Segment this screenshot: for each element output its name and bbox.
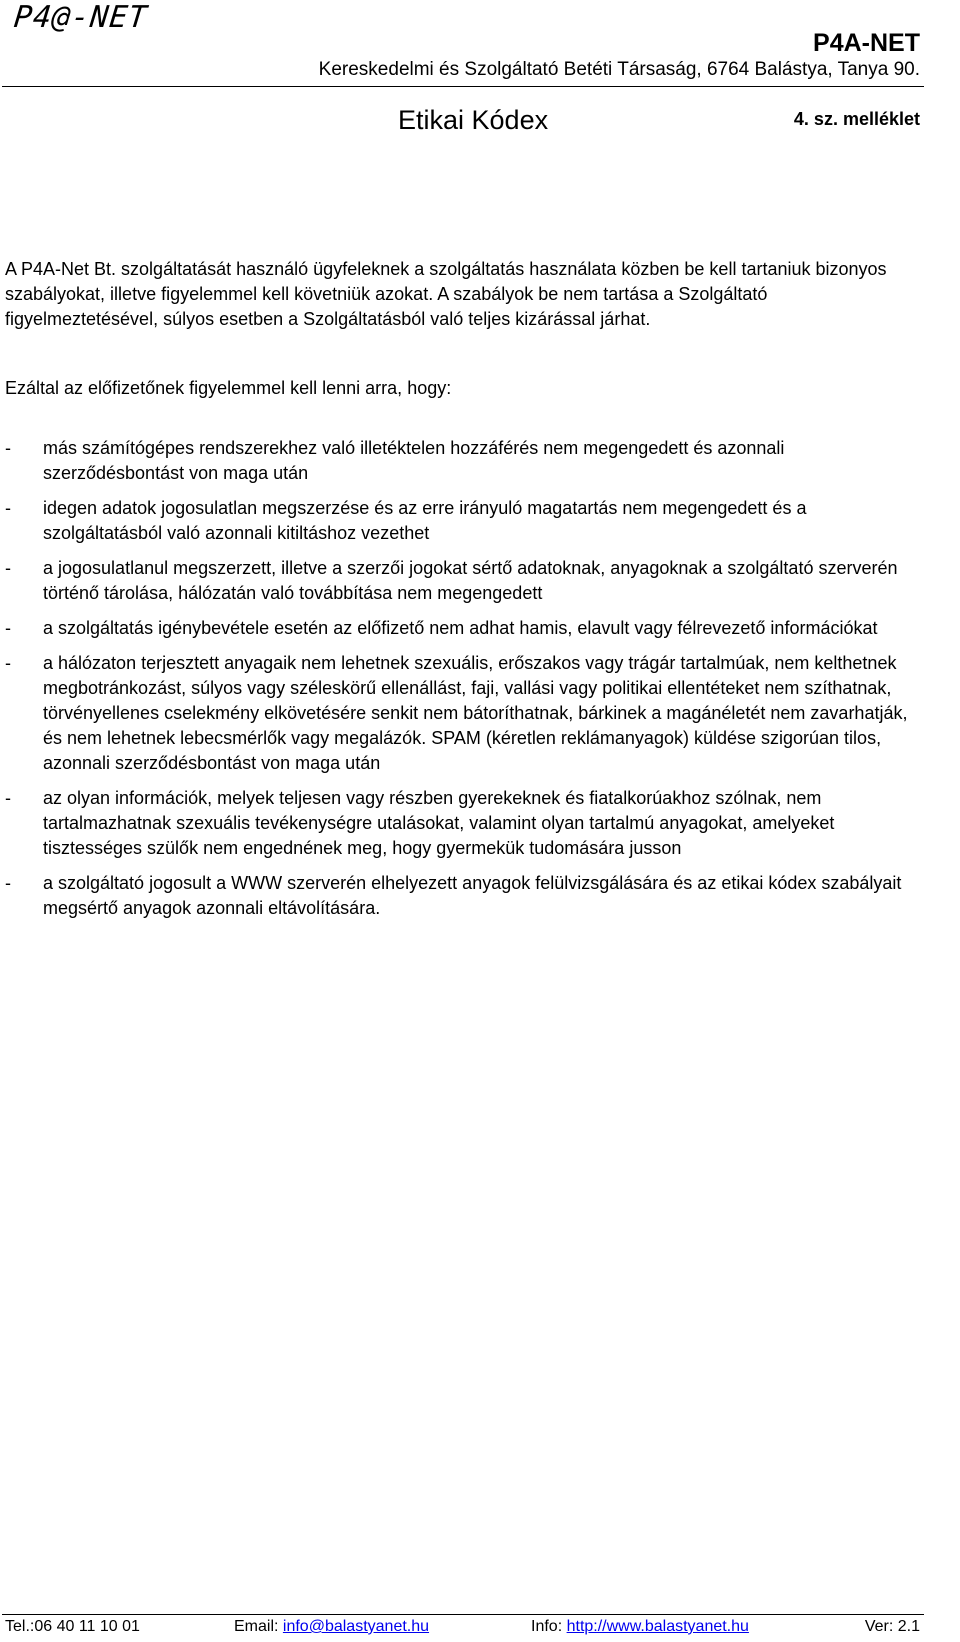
footer-email xyxy=(234,1617,429,1637)
list-marker: - xyxy=(5,498,11,518)
annex-label: 4. sz. melléklet xyxy=(793,109,920,129)
list-marker: - xyxy=(5,873,11,893)
rule-item xyxy=(5,871,923,921)
rule-text: más számítógépes rendszerekhez való illetéktelen hozzáférés nem megengedett és azonnali szerződésbontást von maga után xyxy=(43,438,785,483)
header-divider xyxy=(2,86,924,87)
rule-text: a hálózaton terjesztett anyagaik nem lehetnek szexuális, erőszakos vagy trágár tartalmúak, nem kelthetnek megbotránkozást, súlyos vagy széleskörű ellenállást, faji, vallási vagy politikai ellentéteket nem szíthatnak, törvényellenes cselekmény elkövetésére senkit nem bátoríthatnak, bárkinek a magánéletét nem zavarhatják, és nem lehetnek lebecsmérlők vagy megalázók. SPAM (kéretlen reklámanyagok) küldése szigorúan tilos, azonnali szerződésbontást von maga után xyxy=(43,653,908,773)
document-body xyxy=(5,257,923,931)
rule-item xyxy=(5,436,923,486)
list-marker: - xyxy=(5,653,11,673)
rules-list xyxy=(5,436,923,921)
footer-phone: Tel.:06 40 11 10 01 xyxy=(5,1618,140,1635)
lead-in-text: Ezáltal az előfizetőnek figyelemmel kell lenni arra, hogy: xyxy=(5,378,452,398)
list-marker: - xyxy=(5,618,11,638)
rule-text: a szolgáltatás igénybevétele esetén az előfizető nem adhat hamis, elavult vagy félrevezető információkat xyxy=(43,618,878,638)
company-logo: P4@-NET xyxy=(12,0,150,35)
rule-item xyxy=(5,616,923,641)
list-marker: - xyxy=(5,558,11,578)
list-marker: - xyxy=(5,438,11,458)
footer-email-label: Email: xyxy=(234,1618,279,1635)
footer-info xyxy=(531,1617,749,1637)
footer-info-label: Info: xyxy=(531,1618,563,1635)
rule-text: az olyan információk, melyek teljesen vagy részben gyerekeknek és fiatalkorúakhoz szólnak, nem tartalmazhatnak szexuális tevékenységre utalásokat, valamint olyan tartalmú anyagokat, amelyeket tisztességes szülők nem engednének meg, hogy gyermekük tudomására jusson xyxy=(43,788,835,858)
website-link[interactable]: http://www.balastyanet.hu xyxy=(566,1618,749,1635)
list-marker: - xyxy=(5,788,11,808)
intro-paragraph: A P4A-Net Bt. szolgáltatását használó ügyfeleknek a szolgáltatás használata közben be kell tartaniuk bizonyos szabályokat, illetve figyelemmel kell követniük azokat. A szabályok be nem tartása a Szolgáltató figyelmeztetésével, súlyos esetben a Szolgáltatásból való teljes kizárással járhat. xyxy=(5,259,887,329)
rule-text: idegen adatok jogosulatlan megszerzése és az erre irányuló magatartás nem megengedett és a szolgáltatásból való azonnali kitiltáshoz vezethet xyxy=(43,498,807,543)
rule-item xyxy=(5,786,923,861)
rule-item xyxy=(5,651,923,776)
company-address: Kereskedelmi és Szolgáltató Betéti Társaság, 6764 Balástya, Tanya 90. xyxy=(318,59,920,80)
footer-version: Ver: 2.1 xyxy=(864,1618,920,1635)
email-link[interactable]: info@balastyanet.hu xyxy=(282,1618,430,1635)
rule-item xyxy=(5,556,923,606)
rule-item xyxy=(5,496,923,546)
footer-divider xyxy=(2,1614,924,1615)
rule-text: a szolgáltató jogosult a WWW szerverén elhelyezett anyagok felülvizsgálására és az etikai kódex szabályait megsértő anyagok azonnali eltávolítására. xyxy=(43,873,902,918)
rule-text: a jogosulatlanul megszerzett, illetve a szerzői jogokat sértő adatoknak, anyagoknak a szolgáltató szerverén történő tárolása, hálózatán való továbbítása nem megengedett xyxy=(43,558,898,603)
company-name: P4A-NET xyxy=(813,29,920,57)
document-title: Etikai Kódex xyxy=(398,105,549,135)
